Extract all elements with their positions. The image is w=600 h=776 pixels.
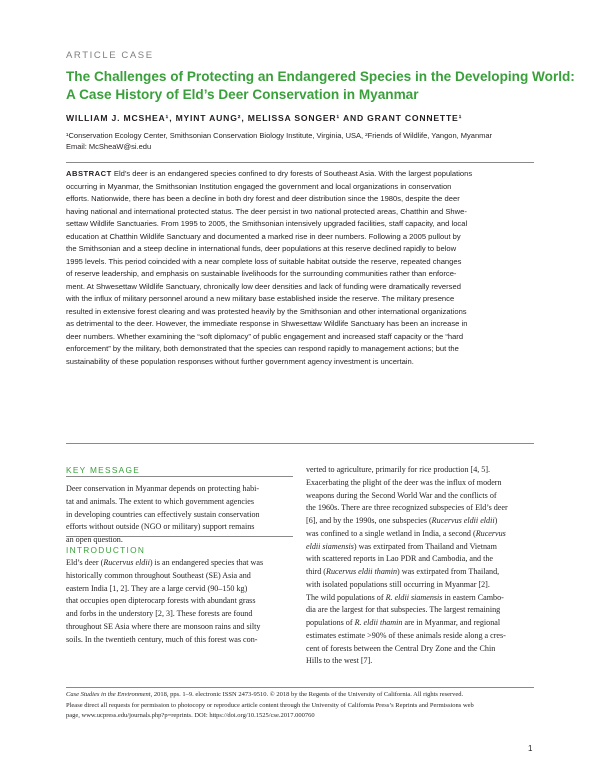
affiliation-line: ¹Conservation Ecology Center, Smithsonian Conservation Biology Institute, Virginia, USA, ²Friends of Wildlife, Yangon, Myanmar [66,131,493,140]
text-run: ) [494,516,498,525]
species-name: R. eldii thamin [354,618,403,627]
body-line: weapons during the Second World War and the conflicts of [306,490,497,500]
abstract-line: efforts. Nationwide, there has been a decline in both dry forest and deer distribution since the 1980s, despite the deer [66,194,460,203]
intro-line: that occupies open dipterocarp forests with abundant grass [66,596,256,606]
body-line [306,592,536,605]
text-run: populations of [306,618,355,627]
footer-line: page, www.ucpress.edu/journals.php?p=reprints. DOI: https://doi.org/10.1525/cse.2017.000760 [66,712,315,719]
right-column-text [306,464,536,668]
text-run: ) was extirpated from Thailand and Vietnam [353,541,497,551]
key-message-bottom-rule [66,536,293,537]
journal-name: Case Studies in the Environment [66,691,151,698]
title-line-1: The Challenges of Protecting an Endangered Species in the Developing World: [66,69,575,84]
body-line: cent of forests between the Central Dry Zone and the Chin [306,643,496,653]
abstract-line: education at Chatthin Wildlife Sanctuary and documented a marked rise in deer numbers. Following a 2005 pullout by [66,231,461,241]
abstract-line: settaw Wildlife Sanctuaries. From 1995 to 2005, the Smithsonian intensively upgraded facilities, staff capacity, and local [66,219,468,228]
introduction-text [66,557,293,646]
page-number: 1 [528,744,533,753]
abstract [66,168,534,368]
text-run: ) was extirpated from Thailand, [397,567,500,576]
abstract-line: having national and international protected status. The deer persist in two national protected areas, Chatthin and Shwe- [66,206,467,216]
section-label: ARTICLE CASE [66,50,154,61]
key-message-line: efforts without outside (NGO or military) support remains [66,522,255,532]
body-line: Exacerbating the plight of the deer was the influx of modern [306,477,502,487]
abstract-line: resulted in extensive forest clearing and was protested heavily by the Smithsonian and other international organizations [66,306,467,316]
citation-footer [66,690,538,722]
text-run: The wild populations of [306,592,386,602]
species-name: Rucervus [475,528,506,538]
key-message-line: an open question. [66,535,123,544]
footer-text: , 2018, pps. 1–9. electronic ISSN 2473-9510. © 2018 by the Regents of the University of California. All rights reserved. [150,691,464,698]
intro-line: soils. In the twentieth century, much of this forest was con- [66,634,258,644]
intro-line: eastern India [1, 2]. They are a large cervid (90–150 kg) [66,583,248,593]
abstract-bottom-rule [66,443,534,444]
species-name: R. eldii siamensis [385,592,443,602]
species-name: Rucervus eldii thamin [326,567,398,576]
abstract-line: occurring in Myanmar, the Smithsonian Institution engaged the government and local organizations in conservation [66,181,452,191]
species-name: Rucervus eldii [103,558,150,567]
text-run: [6], and by the 1990s, one subspecies ( [306,516,432,525]
footer-line [66,690,538,701]
intro-line: and forbs in the understory [2, 3]. These forests are found [66,609,253,618]
body-line [306,541,536,554]
key-message-line: in developing countries can effectively sustain conservation [66,509,260,519]
author-list: WILLIAM J. MCSHEA¹, MYINT AUNG², MELISSA SONGER¹ AND GRANT CONNETTE¹ [66,113,463,123]
body-line: the 1960s. There are three recognized subspecies of Eld’s deer [306,503,508,513]
text-run: in eastern Cambo- [442,592,504,602]
title-line-2: A Case History of Eld’s Deer Conservation in Myanmar [66,87,419,102]
key-message-line: tat and animals. The extent to which government agencies [66,496,254,506]
footer-rule [66,687,534,688]
body-line: dia are the largest for that subspecies. The largest remaining [306,605,501,615]
abstract-top-rule [66,162,534,163]
abstract-first-line [66,168,534,181]
footer-line: Please direct all requests for permission to photocopy or reproduce article content through the University of California Press’s Reprints and Permissions web [66,701,474,709]
affiliations [66,130,546,152]
abstract-line: with the influx of military personnel around a new military base established inside the reserve. The military presence [66,294,455,303]
body-line [306,515,536,528]
intro-line [66,557,293,570]
intro-text-run: Eld’s deer ( [66,558,104,567]
body-line [306,617,536,630]
abstract-line: 1995 levels. This period coincided with a near complete loss of suitable habitat outside the reserve, repeated changes [66,256,462,266]
intro-line: throughout SE Asia where there are monsoon rains and silty [66,621,261,631]
body-line: with isolated populations still occurring in Myanmar [2]. [306,579,490,589]
key-message-heading: KEY MESSAGE [66,465,141,475]
abstract-line: deer numbers. Whether examining the “soft diplomacy” of public engagement and increased staff capacity or the “hard [66,331,464,341]
abstract-line: as detrimental to the deer. However, the immediate response in Shwesettaw Wildlife Sanctuary has been an increase in [66,319,468,328]
body-line: Hills to the west [7]. [306,656,373,666]
key-message-text [66,483,293,547]
body-line [306,566,536,579]
body-line: verted to agriculture, primarily for rice production [4, 5]. [306,465,491,474]
abstract-line: enforcement” by the military, both demonstrated that the species can respond rapidly to management actions; but the [66,344,459,353]
body-line: with scattered reports in Lao PDR and Cambodia, and the [306,554,494,564]
contact-email[interactable]: Email: McSheaW@si.edu [66,142,152,151]
intro-line: historically common throughout Southeast (SE) Asia and [66,570,251,580]
species-name: Rucervus eldii eldii [431,516,495,525]
text-run: are in Myanmar, and regional [402,618,501,627]
body-line: estimates estimate >90% of these animals reside along a cres- [306,630,506,640]
body-line [306,528,536,541]
text-run: was confined to a single wetland in India, a second ( [306,528,476,538]
article-title [66,68,575,104]
abstract-line: the Smithsonian and a steep decline in international funds, deer populations at this reserve declined rapidly to below [66,244,457,253]
intro-text-run: ) is an endangered species that was [149,558,264,567]
text-run: third ( [306,567,327,576]
abstract-text: Eld’s deer is an endangered species confined to dry forests of Southeast Asia. With the largest populations [111,169,473,178]
introduction-heading: INTRODUCTION [66,545,146,555]
abstract-line: ment. At Shwesettaw Wildlife Sanctuary, chronically low deer densities and lack of funding were dramatically reversed [66,281,461,291]
species-name: eldii siamensis [306,541,354,551]
key-message-rule [66,476,293,477]
abstract-line: sustainability of these population responses without further government agency investment is uncertain. [66,356,414,366]
key-message-line: Deer conservation in Myanmar depends on protecting habi- [66,484,260,493]
abstract-line: of reserve leadership, and emphasis on sustainable livelihoods for the surrounding communities rather than enforce- [66,269,457,278]
abstract-keyword: ABSTRACT [66,169,112,178]
